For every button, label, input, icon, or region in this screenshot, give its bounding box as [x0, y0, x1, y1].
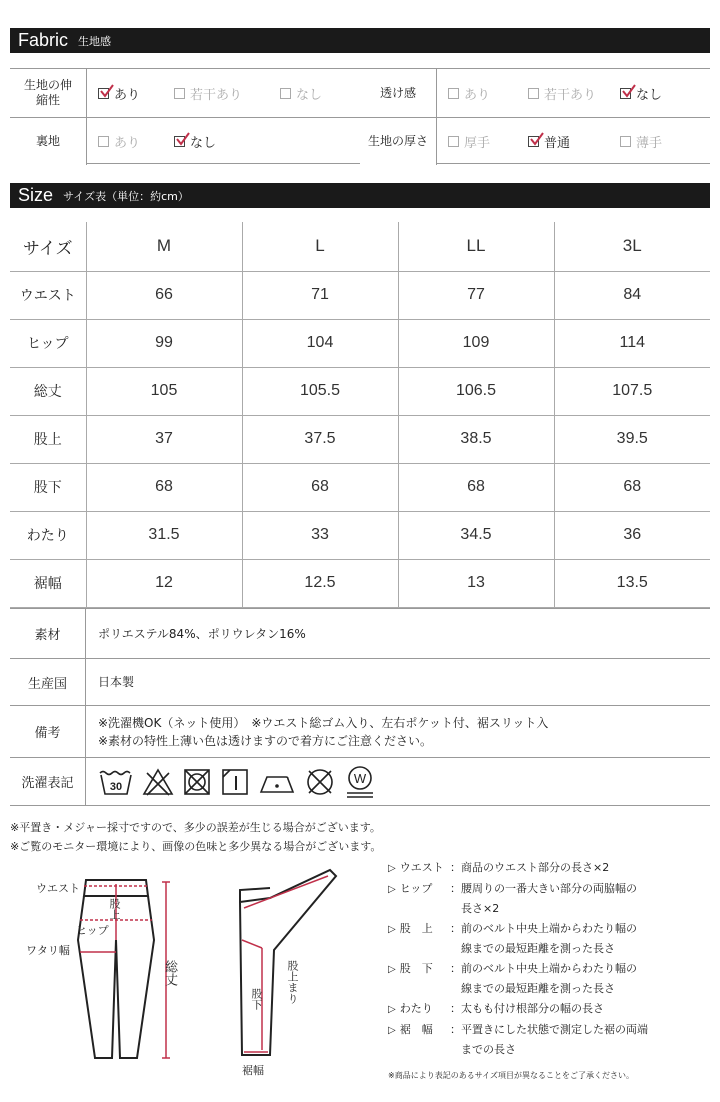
cell: 39.5	[554, 415, 710, 463]
checkbox-icon	[528, 136, 539, 147]
info-row-care	[10, 758, 710, 806]
wash-temp-text: 30	[109, 780, 123, 793]
size-title-en: Size	[18, 185, 54, 205]
care-icon-row	[98, 765, 710, 799]
cell: 68	[242, 463, 398, 511]
fabric-row	[10, 117, 710, 165]
checkbox-icon	[280, 88, 291, 99]
note-line: ※ご覧のモニター環境により、画像の色味と多少異なる場合がございます。	[10, 840, 382, 853]
cell: 71	[242, 271, 398, 319]
care-icons	[86, 758, 710, 805]
table-row	[10, 271, 710, 319]
checkbox-icon	[620, 88, 631, 99]
fabric-option	[174, 69, 242, 117]
wet-clean-icon	[344, 765, 376, 799]
row-label: 股下	[10, 463, 86, 511]
info-value: ポリエステル84%、ポリウレタン16%	[98, 626, 306, 641]
legend-key: ヒップ	[399, 882, 433, 895]
legend-item	[388, 1020, 665, 1060]
table-row	[10, 367, 710, 415]
no-bleach-icon	[142, 767, 174, 797]
row-label: ヒップ	[10, 319, 86, 367]
legend-text: 線までの最短距離を測った長さ	[450, 942, 615, 955]
legend-text: ：商品のウエスト部分の長さ×2	[450, 861, 610, 874]
diagram-label-inseam: 股下	[250, 988, 263, 1010]
checkbox-icon	[174, 136, 185, 147]
row-label: 総丈	[10, 367, 86, 415]
cell: 77	[398, 271, 554, 319]
fabric-option-text: なし	[296, 87, 323, 103]
info-row-material	[10, 609, 710, 659]
cell: 104	[242, 319, 398, 367]
info-value: 日本製	[98, 675, 135, 689]
diagram-label-hem: 裾幅	[242, 1064, 264, 1077]
info-label: 生産国	[10, 659, 86, 705]
fabric-option-text: 若干あり	[190, 87, 243, 103]
front-measure-lines	[80, 882, 170, 1058]
legend-footnote: ※商品により表記のあるサイズ項目が異なることをご了承ください。	[388, 1071, 635, 1080]
fabric-option	[98, 118, 140, 165]
info-label: 備考	[10, 706, 86, 757]
fabric-option-text: 普通	[544, 136, 571, 151]
legend-key: 股 上	[399, 922, 433, 935]
fabric-option	[174, 118, 216, 165]
fabric-option-text: あり	[114, 87, 141, 103]
diagram-label-hip: ヒップ	[76, 924, 109, 937]
iron-low-icon	[258, 767, 296, 797]
fabric-option-text: 若干あり	[544, 87, 597, 103]
svg-text:W: W	[353, 770, 367, 786]
row-label: ウエスト	[10, 271, 86, 319]
size-header-row	[10, 222, 710, 271]
fabric-option	[528, 118, 570, 165]
divider	[436, 118, 437, 165]
cell: 68	[554, 463, 710, 511]
legend-text: ：前のベルト中央上端からわたり幅の	[450, 962, 637, 975]
checkbox-icon	[448, 136, 459, 147]
fabric-option-text: あり	[464, 87, 491, 103]
legend-text: ：太もも付け根部分の幅の長さ	[450, 1002, 604, 1015]
size-header-cell: サイズ	[10, 222, 86, 271]
diagram-label-length: 総丈	[162, 960, 177, 986]
table-row	[10, 319, 710, 367]
fabric-title-en: Fabric	[18, 30, 69, 50]
table-row	[10, 559, 710, 607]
fabric-option	[620, 69, 662, 117]
divider	[436, 69, 437, 117]
fabric-label-text: 透け感	[379, 85, 416, 100]
table-row	[10, 511, 710, 559]
checkbox-icon	[528, 88, 539, 99]
wash-30-icon	[98, 767, 134, 797]
info-value	[86, 706, 710, 757]
fabric-label-text: 生地の伸縮性	[23, 78, 72, 107]
fabric-label-text: 裏地	[35, 134, 60, 148]
cell: 84	[554, 271, 710, 319]
fabric-option-text: なし	[636, 87, 663, 103]
fabric-row	[10, 69, 710, 117]
info-label: 洗濯表記	[10, 758, 86, 805]
legend-item	[388, 959, 665, 999]
fabric-option-text: なし	[190, 136, 217, 151]
fabric-label-sheer	[360, 69, 436, 117]
diagram-label-thigh: ワタリ幅	[26, 944, 70, 957]
no-tumble-dry-icon	[182, 767, 212, 797]
size-title-ja: サイズ表（単位：約cm）	[63, 190, 189, 203]
fabric-option	[620, 118, 662, 165]
cell: 106.5	[398, 367, 554, 415]
legend-item	[388, 879, 665, 919]
product-info-table	[10, 608, 710, 806]
triangle-icon: ▷	[388, 863, 396, 874]
size-section-header	[10, 183, 710, 208]
cell: 38.5	[398, 415, 554, 463]
cell: 105	[86, 367, 242, 415]
fabric-label-text: 生地の厚さ	[367, 134, 428, 148]
fabric-option	[448, 118, 490, 165]
cell: 66	[86, 271, 242, 319]
fabric-option-text: 厚手	[464, 136, 491, 151]
triangle-icon: ▷	[388, 964, 396, 975]
remark-line: ※素材の特性上薄い色は透けますので着方にご注意ください。	[98, 733, 433, 748]
fabric-title-ja: 生地感	[78, 35, 112, 48]
legend-text: ：平置きにした状態で測定した裾の両端	[450, 1023, 648, 1036]
cell: 37	[86, 415, 242, 463]
table-row	[10, 463, 710, 511]
triangle-icon: ▷	[388, 884, 396, 895]
cell: 114	[554, 319, 710, 367]
legend-key: わたり	[399, 1002, 433, 1015]
legend-text: 長さ×2	[450, 902, 500, 915]
checkbox-icon	[174, 88, 185, 99]
triangle-icon: ▷	[388, 1025, 396, 1036]
cell: 99	[86, 319, 242, 367]
checkbox-icon	[98, 88, 109, 99]
measurement-legend	[388, 858, 665, 1060]
size-header-cell: M	[86, 222, 242, 271]
line-dry-shade-icon	[220, 767, 250, 797]
cell: 12	[86, 559, 242, 607]
fabric-option	[280, 69, 322, 117]
checkbox-icon	[98, 136, 109, 147]
cell: 107.5	[554, 367, 710, 415]
divider	[86, 118, 87, 165]
measurement-notes	[10, 818, 381, 856]
remark-line: ※洗濯機OK（ネット使用） ※ウエスト総ゴム入り、左右ポケット付、裾スリット入	[98, 715, 549, 730]
row-label: 股上	[10, 415, 86, 463]
diagram-label-waist: ウエスト	[36, 882, 80, 895]
fabric-option	[448, 69, 490, 117]
table-row	[10, 415, 710, 463]
cell: 37.5	[242, 415, 398, 463]
size-header-cell: LL	[398, 222, 554, 271]
legend-key: ウエスト	[399, 861, 444, 874]
legend-item	[388, 919, 665, 959]
diagram-label-rise: 股上	[108, 898, 121, 920]
fabric-label-stretch	[10, 69, 86, 117]
legend-text: 線までの最短距離を測った長さ	[450, 982, 615, 995]
fabric-option-text: あり	[114, 136, 141, 151]
size-header-cell: L	[242, 222, 398, 271]
legend-item	[388, 858, 665, 879]
cell: 68	[86, 463, 242, 511]
cell: 12.5	[242, 559, 398, 607]
cell: 68	[398, 463, 554, 511]
cell: 34.5	[398, 511, 554, 559]
info-row-remarks	[10, 706, 710, 758]
divider	[86, 69, 87, 117]
size-table	[10, 222, 710, 608]
fabric-table	[10, 68, 710, 164]
cell: 13.5	[554, 559, 710, 607]
triangle-icon: ▷	[388, 1004, 396, 1015]
info-row-origin	[10, 659, 710, 706]
row-label: わたり	[10, 511, 86, 559]
checkbox-icon	[448, 88, 459, 99]
legend-key: 裾 幅	[399, 1023, 433, 1036]
legend-text: までの長さ	[450, 1043, 516, 1056]
fabric-option-text: 薄手	[636, 136, 663, 151]
fabric-section-header	[10, 28, 710, 53]
legend-text: ：腰周りの一番大きい部分の両脇幅の	[450, 882, 637, 895]
fabric-label-lining	[10, 118, 86, 165]
triangle-icon: ▷	[388, 924, 396, 935]
info-label: 素材	[10, 609, 86, 658]
fabric-option	[528, 69, 596, 117]
legend-item	[388, 999, 665, 1020]
cell: 33	[242, 511, 398, 559]
checkbox-icon	[620, 136, 631, 147]
cell: 36	[554, 511, 710, 559]
diagram-label-side-rise: 股上まり	[286, 960, 299, 1004]
cell: 109	[398, 319, 554, 367]
no-dry-clean-icon	[304, 766, 336, 798]
fabric-label-thickness	[360, 118, 436, 165]
size-header-cell: 3L	[554, 222, 710, 271]
cell: 105.5	[242, 367, 398, 415]
legend-key: 股 下	[399, 962, 433, 975]
fabric-option	[98, 69, 140, 117]
cell: 13	[398, 559, 554, 607]
row-label: 裾幅	[10, 559, 86, 607]
legend-text: ：前のベルト中央上端からわたり幅の	[450, 922, 637, 935]
cell: 31.5	[86, 511, 242, 559]
note-line: ※平置き・メジャー採寸ですので、多少の誤差が生じる場合がございます。	[10, 821, 381, 834]
